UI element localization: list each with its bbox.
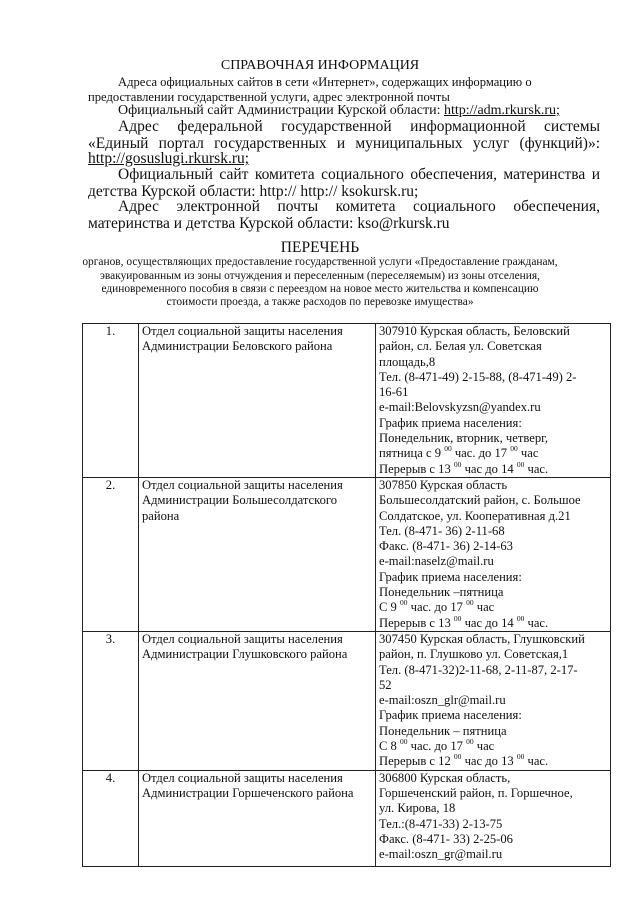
phone-line: Тел. (8-471- 36) 2-11-68 xyxy=(379,523,505,538)
addr-line: Горшеченский район, п. Горшечное, xyxy=(379,785,573,800)
intro-line-2: предоставлении государственной услуги, адрес электронной почты xyxy=(88,90,450,104)
org-line: Отдел социальной защиты населения xyxy=(142,631,343,646)
schedule-hours: С 8 $^{00}$ час. до 17 $^{00}$ час xyxy=(379,737,495,754)
fax-line: Факс. (8-471- 36) 2-14-63 xyxy=(379,539,513,554)
schedule-days: Понедельник, вторник, четверг, xyxy=(379,431,549,446)
list-subtitle-1: органов, осуществляющих предоставление государственной услуги «Предоставление гражданам, xyxy=(82,256,558,268)
fax-line: Факс. (8-471- 33) 2-25-06 xyxy=(379,831,513,846)
email-line: e-mail:oszn_glr@mail.ru xyxy=(379,693,506,708)
org-line: Отдел социальной защиты населения xyxy=(142,324,343,338)
schedule-hours: пятница с 9 $^{00}$ час. до 17 $^{00}$ час xyxy=(379,444,539,461)
phone-line: 52 xyxy=(379,677,392,692)
org-line: района xyxy=(142,508,180,523)
admin-site-label: Официальный сайт Администрации Курской области: xyxy=(118,103,441,118)
list-subtitle-3: единовременного пособия в связи с переездом на новое место жительства и компенсацию xyxy=(101,283,539,295)
addr-line: 306800 Курская область, xyxy=(379,770,511,785)
addr-line: 307910 Курская область, Беловский xyxy=(379,324,570,338)
email-line-2: материнства и детства Курской области: kso@rkursk.ru xyxy=(88,215,450,232)
addr-line: район, п. Глушково ул. Советская,1 xyxy=(379,647,569,662)
org-line: Администрации Большесолдатского xyxy=(142,493,338,508)
org-line: Отдел социальной защиты населения xyxy=(142,770,343,785)
table-row xyxy=(83,477,611,631)
email-line-1: Адрес электронной почты комитета социального обеспечения, xyxy=(118,198,600,215)
list-subtitle-2: эвакуированным из зоны отчуждения и переселенным (переселяемым) из зоны отселения, xyxy=(100,270,540,282)
address-cell xyxy=(376,477,611,631)
table-row xyxy=(83,324,611,478)
org-line: Администрации Глушковского района xyxy=(142,647,348,662)
email-line: e-mail:oszn_gr@mail.ru xyxy=(379,847,503,862)
addr-line: район, сл. Белая ул. Советская xyxy=(379,339,542,354)
list-title: ПЕРЕЧЕНЬ xyxy=(280,239,360,256)
schedule-label: График приема населения: xyxy=(379,708,522,723)
committee-line-1: Официальный сайт комитета социального обеспечения, материнства и xyxy=(118,166,600,183)
admin-site-link[interactable]: http://adm.rkursk.ru; xyxy=(444,103,560,118)
address-cell xyxy=(376,770,611,866)
phone-line: Тел. (8-471-49) 2-15-88, (8-471-49) 2- xyxy=(379,369,577,384)
phone-line: 16-61 xyxy=(379,385,409,400)
portal-line-2: «Единый портал государственных и муниципальных услуг (функций)»: xyxy=(88,135,600,152)
org-line: Администрации Беловского района xyxy=(142,339,333,354)
schedule-days: Понедельник – пятница xyxy=(379,723,507,738)
reference-title: СПРАВОЧНАЯ ИНФОРМАЦИЯ xyxy=(220,58,420,73)
intro-line-1: Адреса официальных сайтов в сети «Интернет», содержащих информацию о xyxy=(118,75,532,89)
table-row xyxy=(83,631,611,770)
list-subtitle-4: стоимости проезда, а также расходов по перевозке имущества» xyxy=(166,296,474,308)
portal-link[interactable]: http://gosuslugi.rkursk.ru; xyxy=(88,150,250,167)
organization-cell xyxy=(139,477,376,631)
schedule-break: Перерыв с 13 $^{00}$ час до 14 $^{00}$ час. xyxy=(379,613,549,630)
schedule-hours: С 9 $^{00}$ час. до 17 $^{00}$ час xyxy=(379,598,495,615)
row-number: 3. xyxy=(83,631,139,770)
addr-line: 307450 Курская область, Глушковский xyxy=(379,631,585,646)
row-number: 4. xyxy=(83,770,139,866)
row-number: 1. xyxy=(83,324,139,478)
schedule-break: Перерыв с 13 $^{00}$ час до 14 $^{00}$ час. xyxy=(379,459,549,476)
addr-line: площадь,8 xyxy=(379,354,436,369)
addr-line: Большесолдатский район, с. Большое xyxy=(379,493,581,508)
admin-site-line xyxy=(118,103,560,119)
phone-line: Тел. (8-471-32)2-11-68, 2-11-87, 2-17- xyxy=(379,662,578,677)
schedule-label: График приема населения: xyxy=(379,415,522,430)
org-line: Отдел социальной защиты населения xyxy=(142,477,343,492)
committee-line-2: детства Курской области: http:// http:// ksokursk.ru; xyxy=(88,183,419,200)
schedule-label: График приема населения: xyxy=(379,569,522,584)
row-number: 2. xyxy=(83,477,139,631)
schedule-break: Перерыв с 12 $^{00}$ час до 13 $^{00}$ час. xyxy=(379,752,549,769)
address-cell xyxy=(376,631,611,770)
organization-cell xyxy=(139,631,376,770)
organization-cell xyxy=(139,770,376,866)
email-line: e-mail:Belovskyzsn@yandex.ru xyxy=(379,400,541,415)
table-row xyxy=(83,770,611,866)
addr-line: Солдатское, ул. Кооперативная д.21 xyxy=(379,508,571,523)
portal-line-1: Адрес федеральной государственной информационной системы xyxy=(118,118,600,135)
org-line: Администрации Горшеченского района xyxy=(142,785,354,800)
email-line: e-mail:naselz@mail.ru xyxy=(379,554,494,569)
addr-line: 307850 Курская область xyxy=(379,477,508,492)
agencies-table xyxy=(82,323,611,867)
address-cell xyxy=(376,324,611,478)
schedule-days: Понедельник –пятница xyxy=(379,585,504,600)
addr-line: ул. Кирова, 18 xyxy=(379,801,456,816)
organization-cell xyxy=(139,324,376,478)
phone-line: Тел.:(8-471-33) 2-13-75 xyxy=(379,816,503,831)
